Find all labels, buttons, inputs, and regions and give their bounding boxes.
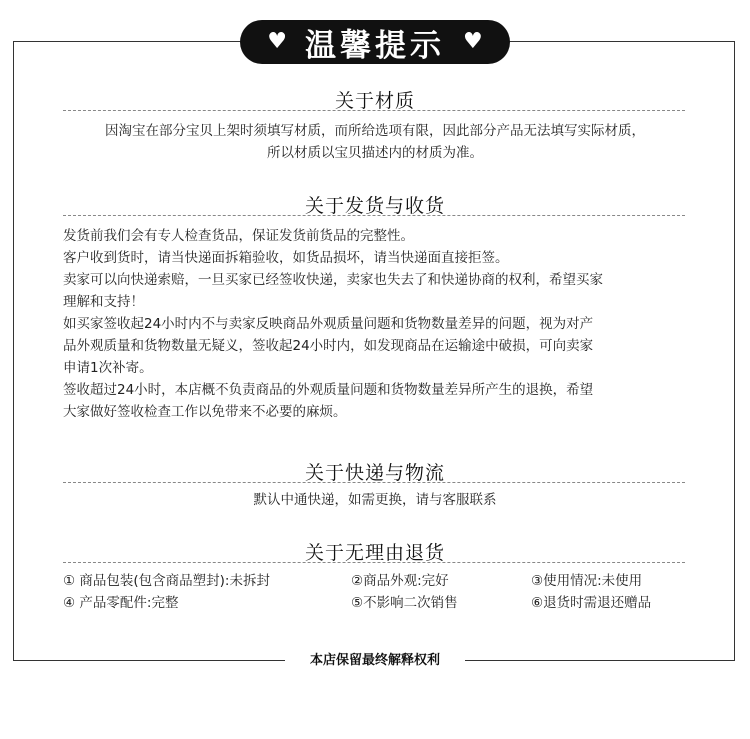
returns-conditions bbox=[63, 570, 693, 614]
text-line: 大家做好签收检查工作以免带来不必要的麻烦。 bbox=[63, 404, 347, 420]
section-title-returns: 关于无理由退货 bbox=[304, 542, 445, 564]
shipping-text bbox=[63, 225, 695, 423]
divider bbox=[63, 215, 685, 216]
header-banner bbox=[240, 20, 510, 64]
list-item: ③使用情况:未使用 bbox=[531, 573, 643, 589]
text-line: 发货前我们会有专人检查货品，保证发货前货品的完整性。 bbox=[63, 228, 414, 244]
list-item: ②商品外观:完好 bbox=[351, 573, 449, 589]
text-line: 理解和支持！ bbox=[63, 294, 144, 310]
text-line: 因淘宝在部分宝贝上架时须填写材质，而所给选项有限，因此部分产品无法填写实际材质， bbox=[105, 123, 645, 139]
list-item: ⑥退货时需退还赠品 bbox=[531, 595, 652, 611]
list-row bbox=[63, 570, 693, 592]
section-title-express: 关于快递与物流 bbox=[304, 462, 445, 484]
section-title-material: 关于材质 bbox=[334, 90, 415, 112]
list-item: ⑤不影响二次销售 bbox=[351, 595, 458, 611]
text-line: 如买家签收起24小时内不与卖家反映商品外观质量问题和货物数量差异的问题，视为对产 bbox=[63, 316, 594, 332]
divider bbox=[63, 110, 685, 111]
divider bbox=[63, 482, 685, 483]
express-text bbox=[60, 489, 690, 511]
heart-icon: ♥ bbox=[463, 29, 483, 54]
text-line: 客户收到货时，请当快递面拆箱验收，如货品损坏，请当快递面直接拒签。 bbox=[63, 250, 509, 266]
text-line: 签收超过24小时，本店概不负责商品的外观质量问题和货物数量差异所产生的退换，希望 bbox=[63, 382, 594, 398]
list-item: ① 商品包装(包含商品塑封):未拆封 bbox=[63, 573, 270, 589]
divider bbox=[63, 562, 685, 563]
material-text bbox=[60, 120, 690, 164]
heart-icon: ♥ bbox=[267, 29, 287, 54]
list-item: ④ 产品零配件:完整 bbox=[63, 595, 179, 611]
text-line: 申请1次补寄。 bbox=[63, 360, 153, 376]
text-line: 品外观质量和货物数量无疑义，签收起24小时内，如发现商品在运输途中破损，可向卖家 bbox=[63, 338, 594, 354]
text-line: 卖家可以向快递索赔，一旦买家已经签收快递，卖家也失去了和快递协商的权利，希望买家 bbox=[63, 272, 603, 288]
text-line: 所以材质以宝贝描述内的材质为准。 bbox=[267, 145, 483, 161]
section-title-shipping: 关于发货与收货 bbox=[304, 195, 445, 217]
list-row bbox=[63, 592, 693, 614]
footer-note: 本店保留最终解释权利 bbox=[285, 651, 465, 671]
page-title: 温馨提示 bbox=[305, 27, 445, 64]
text-line: 默认中通快递，如需更换，请与客服联系 bbox=[253, 492, 497, 508]
